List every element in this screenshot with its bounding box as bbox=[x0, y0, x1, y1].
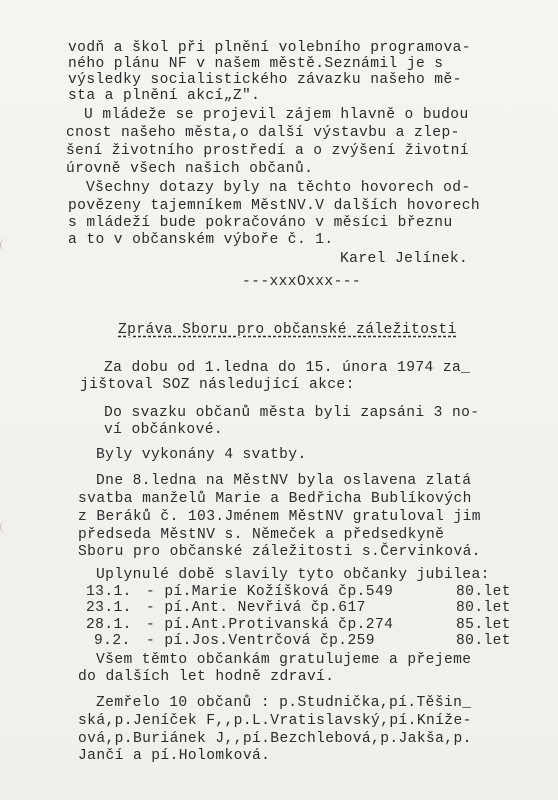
intro-line: šení životního prostředí a o zvýšení životní bbox=[66, 143, 469, 159]
body-line: Dne 8.ledna na MěstNV byla oslavena zlatá bbox=[96, 473, 472, 489]
closing-line: do dalších let hodně zdraví. bbox=[78, 669, 335, 685]
jubilee-name: - pí.Ant. Nevřivá čp.617 bbox=[146, 600, 366, 616]
intro-line: s mládeží bude pokračováno v měsíci březnu bbox=[68, 215, 453, 231]
closing-line: Všem těmto občankám gratulujeme a přejeme bbox=[96, 652, 472, 668]
intro-line: U mládeže se projevil zájem hlavně o budou bbox=[84, 107, 469, 123]
intro-line: vodň a škol při plnění volebního programova- bbox=[68, 40, 471, 56]
closing-line: Jančí a pí.Holomková. bbox=[78, 748, 271, 764]
body-line: Do svazku občanů města byli zapsáni 3 no- bbox=[104, 405, 480, 421]
jubilee-date: 23.1. bbox=[86, 600, 132, 616]
jubilee-age: 80.let bbox=[456, 584, 511, 600]
body-line: předseda MěstNV s. Němeček a předsedkyně bbox=[78, 527, 445, 543]
jubilee-age: 80.let bbox=[456, 633, 511, 649]
body-line: jištoval SOZ následující akce: bbox=[80, 377, 355, 393]
body-line: Sboru pro občanské záležitosti s.Červinková. bbox=[78, 544, 481, 560]
separator: ---xxxOxxx--- bbox=[242, 274, 362, 290]
jubilee-age: 85.let bbox=[456, 617, 511, 633]
closing-line: Zemřelo 10 občanů : p.Studnička,pí.Těšin_ bbox=[96, 695, 472, 711]
intro-line: ného plánu NF v našem městě.Seznámil je s bbox=[68, 56, 444, 72]
body-line: ví občánkové. bbox=[104, 422, 224, 438]
jubilee-date: 9.2. bbox=[94, 633, 131, 649]
jubilee-date: 28.1. bbox=[86, 617, 132, 633]
jubilee-date: 13.1. bbox=[86, 584, 132, 600]
body-line: Uplynulé době slavily tyto občanky jubilea: bbox=[96, 567, 490, 583]
intro-line: cnost našeho města,o další výstavbu a zlep- bbox=[66, 125, 460, 141]
intro-line: výsledky socialistického závazku našeho mě- bbox=[68, 72, 462, 88]
intro-line: sta a plnění akcí„Z". bbox=[68, 88, 261, 104]
intro-line: povězeny tajemníkem MěstNV.V dalších hovorech bbox=[68, 198, 481, 214]
jubilee-name: - pí.Ant.Protivanská čp.274 bbox=[146, 617, 394, 633]
jubilee-name: - pí.Jos.Ventrčová čp.259 bbox=[146, 633, 375, 649]
body-line: Byly vykonány 4 svatby. bbox=[96, 447, 307, 463]
intro-line: a to v občanském výboře č. 1. bbox=[68, 232, 334, 248]
jubilee-age: 80.let bbox=[456, 600, 511, 616]
jubilee-name: - pí.Marie Kožíšková čp.549 bbox=[146, 584, 394, 600]
closing-line: ová,p.Buriánek J,,pí.Bezchlebová,p.Jakša,p. bbox=[78, 731, 472, 747]
intro-line: úrovně všech našich občanů. bbox=[66, 161, 314, 177]
body-line: Za dobu od 1.ledna do 15. února 1974 za_ bbox=[104, 360, 471, 376]
intro-line: Všechny dotazy byly na těchto hovorech od- bbox=[86, 180, 471, 196]
section-heading: Zpráva Sboru pro občanské záležitosti bbox=[118, 322, 457, 338]
signature: Karel Jelínek. bbox=[340, 251, 469, 267]
closing-line: ská,p.Jeníček F,,p.L.Vratislavský,pí.Kníže- bbox=[78, 713, 472, 729]
body-line: svatba manželů Marie a Bedřicha Bublíkových bbox=[78, 491, 472, 507]
body-line: z Beráků č. 103.Jménem MěstNV gratuloval jim bbox=[78, 509, 481, 525]
